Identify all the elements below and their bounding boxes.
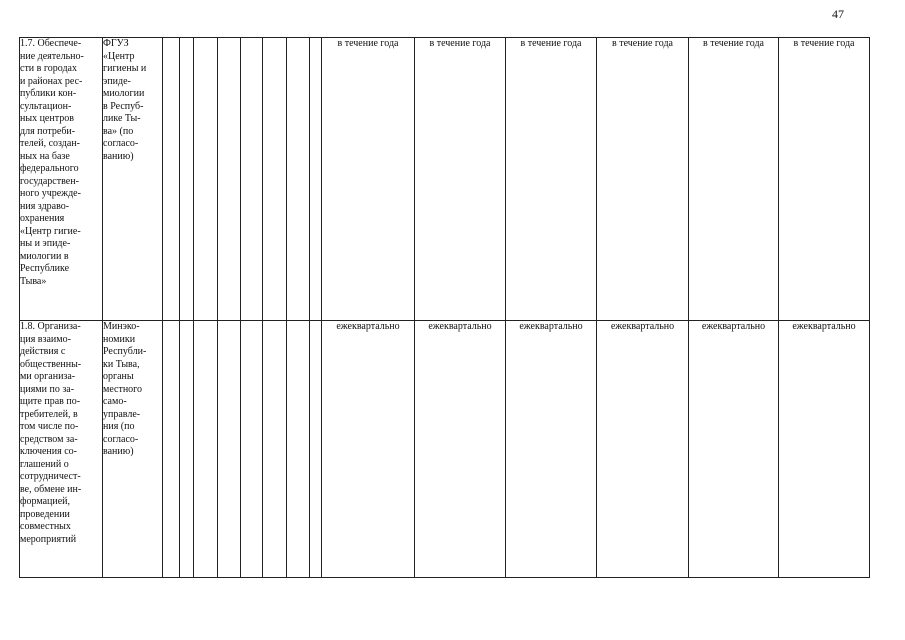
empty-cell [180, 38, 194, 321]
empty-cell [163, 321, 180, 578]
table-row [20, 321, 870, 578]
item-text: 1.8. Организа- ция взаимо- действия с общественны- ми организа- циями по за- щите прав по- требителей, в том числе по- средством за- ключения со- глашений о сотрудничест- ве, обмене ин- формацией, проведении совместных мероприятий [20, 321, 82, 545]
term-cell [322, 38, 415, 321]
term-cell [415, 38, 506, 321]
term-text: в течение года [793, 38, 855, 49]
term-cell [506, 321, 597, 578]
item-cell [20, 38, 103, 321]
term-text: в течение года [337, 38, 399, 49]
term-text: в течение года [703, 38, 764, 49]
empty-cell [310, 321, 322, 578]
term-cell [597, 321, 689, 578]
empty-cell [218, 321, 241, 578]
empty-cell [287, 38, 310, 321]
executor-cell [103, 321, 163, 578]
term-text: ежеквартально [610, 321, 675, 332]
empty-cell [194, 321, 218, 578]
item-cell [20, 321, 103, 578]
executor-cell [103, 38, 163, 321]
term-cell [322, 321, 415, 578]
term-cell [415, 321, 506, 578]
empty-cell [241, 38, 263, 321]
term-text: в течение года [520, 38, 582, 49]
term-text: в течение года [612, 38, 673, 49]
page-number: 47 [832, 7, 844, 21]
empty-cell [263, 38, 287, 321]
plan-table [19, 37, 870, 578]
term-text: ежеквартально [792, 321, 856, 332]
empty-cell [218, 38, 241, 321]
empty-cell [310, 38, 322, 321]
empty-cell [287, 321, 310, 578]
term-cell [597, 38, 689, 321]
empty-cell [180, 321, 194, 578]
term-cell [689, 38, 779, 321]
term-cell [779, 321, 870, 578]
empty-cell [163, 38, 180, 321]
empty-cell [241, 321, 263, 578]
term-cell [779, 38, 870, 321]
term-cell [689, 321, 779, 578]
empty-cell [194, 38, 218, 321]
term-text: ежеквартально [519, 321, 583, 332]
term-text: ежеквартально [428, 321, 492, 332]
term-text: ежеквартально [701, 321, 766, 332]
empty-cell [263, 321, 287, 578]
term-text: ежеквартально [336, 321, 400, 332]
table-row [20, 38, 870, 321]
term-text: в течение года [429, 38, 491, 49]
term-cell [506, 38, 597, 321]
executor-text: Минэко- номики Республи- ки Тыва, органы местного само- управле- ния (по согласо- ванию) [103, 321, 147, 457]
item-text: 1.7. Обеспече- ние деятельно- сти в городах и районах рес- публики кон- сультацион- ных центров для потреби- телей, создан- ных на базе федерального государствен- ного учрежде- ния здраво- охранения «Центр гигие- ны и эпиде- миологии в Республике Тыва» [20, 38, 84, 287]
executor-text: ФГУЗ «Центр гигиены и эпиде- миологии в Респуб- лике Ты- ва» (по согласо- ванию) [103, 38, 147, 162]
